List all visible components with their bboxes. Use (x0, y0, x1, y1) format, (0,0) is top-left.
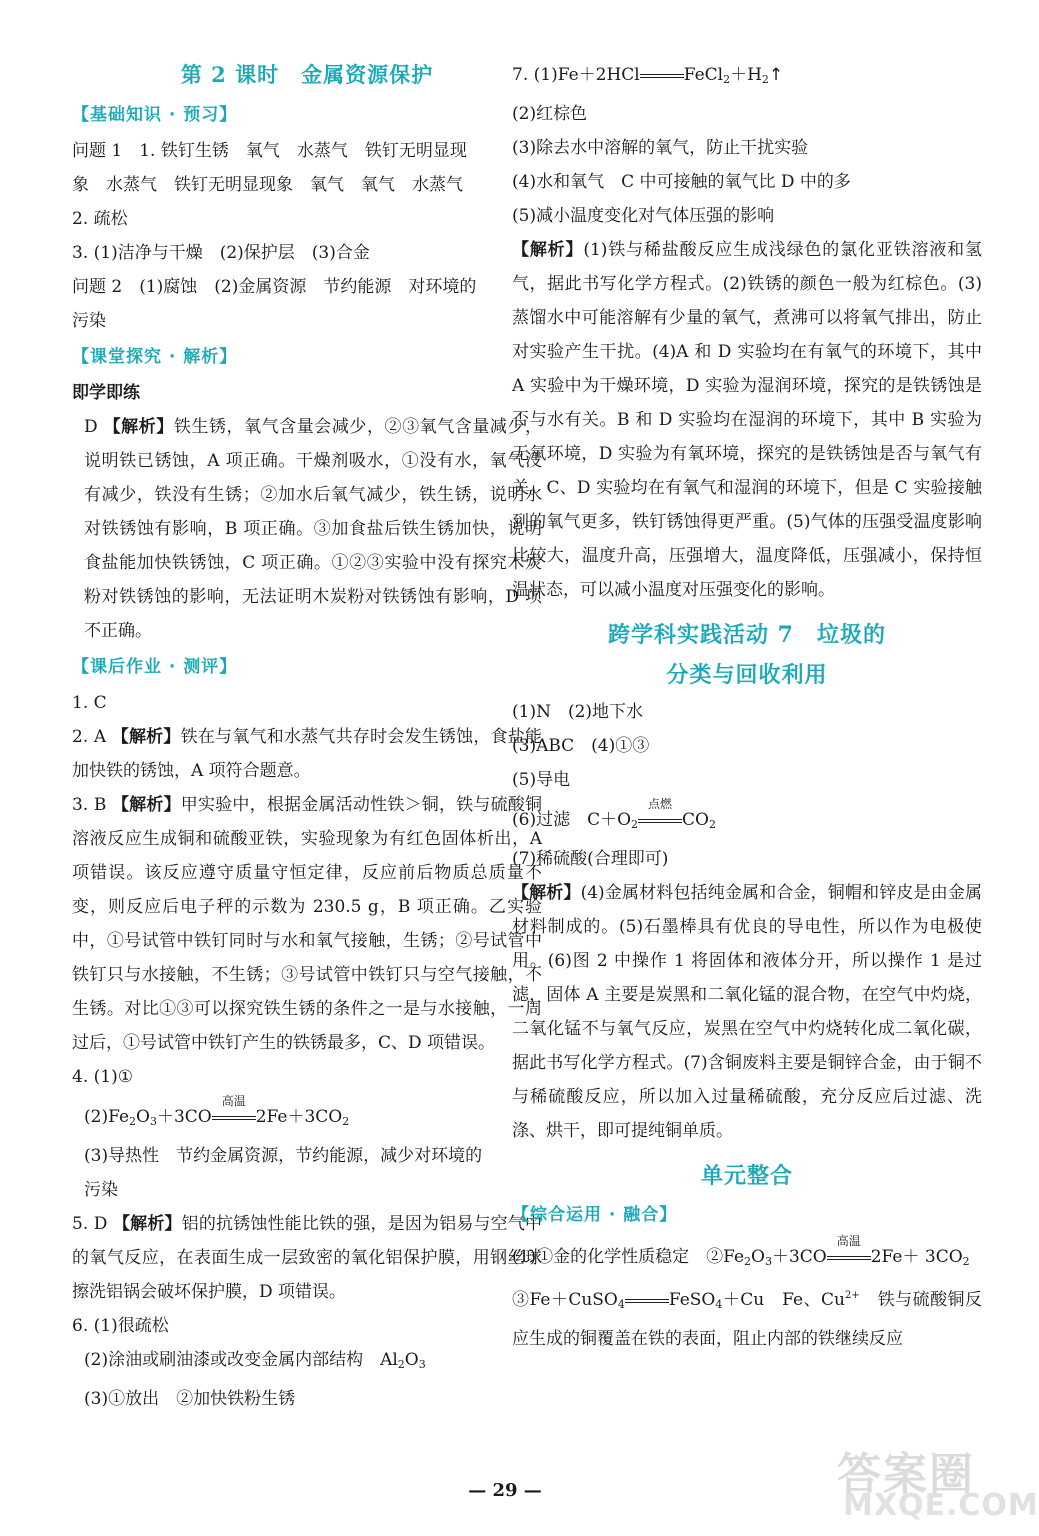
analysis-text: 铁生锈，氧气含量会减少，②③氧气含量减少，说明铁已锈蚀，A 项正确。干燥剂吸水，①没有水，氧气没有减少，铁没有生锈；②加水后氧气减少，铁生锈，说明水对铁锈蚀有影响，B 项正确。③加食盐后铁生锈加快，说明食盐能加快铁锈蚀，C 项正确。①②③实验中没有探究木炭粉对铁锈蚀的影响，无法证明木炭粉对铁锈蚀有影响，D 项不正确。 (84, 417, 543, 641)
jixue-heading: 即学即练 (72, 383, 140, 403)
eq-text: O (136, 1107, 150, 1127)
jixue-answer (72, 410, 542, 648)
reaction-condition: 高温 (221, 1094, 246, 1108)
watermark-text: 答案圈 (837, 1449, 975, 1500)
analysis-label: 【解析】 (113, 1214, 182, 1234)
activity-title-line1: 跨学科实践活动 7 垃圾的 (608, 622, 886, 648)
eq-text: ＋3CO (156, 1107, 212, 1127)
eq-sub: 2 (761, 73, 769, 86)
analysis-text: 铁在与氧气和水蒸气共存时会发生锈蚀，食盐能加快铁的锈蚀，A 项符合题意。 (72, 727, 542, 781)
eq-sub: 3 (418, 1358, 426, 1371)
right-column (512, 58, 987, 1356)
eq-sub: 2 (129, 1115, 137, 1128)
q3: 3. (1)洁净与干燥 (2)保护层 (3)合金 (72, 243, 370, 263)
answer-7-analysis (512, 233, 982, 607)
eq-text: (2)Fe (84, 1107, 130, 1127)
eq-text: 与硫酸铜反应生成的铜覆盖在铁的表面，阻止内部的铁继续反应 (512, 1290, 983, 1349)
analysis-label: 【解析】 (111, 727, 181, 747)
activity-answer-2: (3)ABC (4)①③ (512, 736, 650, 756)
eq-text: FeSO (668, 1290, 716, 1310)
unit-title: 单元整合 (700, 1163, 793, 1189)
activity-answer-4 (512, 797, 982, 842)
analysis-text: 甲实验中，根据金属活动性铁＞铜，铁与硫酸铜溶液反应生成铜和硫酸亚铁，实验现象为有红色固体析出，A 项错误。该反应遵守质量守恒定律，反应前后物质总质量不变，则反应后电子秤的示数为 230.5 g，B 项正确。乙实验中，①号试管中铁钉同时与水和氧气接触，生锈；②号试管中铁钉只与水接触，不生锈；③号试管中铁钉只与空气接触，不生锈。对比①③可以探究铁生锈的条件之一是与水接触，一周过后，①号试管中铁钉产生的铁锈最多，C、D 项错误。 (72, 795, 543, 1053)
answer-2 (72, 720, 542, 788)
reaction-condition: 高温 (836, 1234, 861, 1248)
answer-3 (72, 788, 542, 1060)
reaction-equals (638, 797, 682, 823)
analysis-text: 铝的抗锈蚀性能比铁的强，是因为铝易与空气中的氧气反应，在表面生成一层致密的氧化铝保护膜，用钢丝球擦洗铝锅会破坏保护膜，D 项错误。 (72, 1214, 543, 1302)
eq-text: ③Fe＋CuSO (512, 1247, 987, 1310)
reaction-equals (827, 1234, 871, 1260)
left-column (72, 58, 542, 1416)
answer-4-3-line2: 污染 (84, 1180, 118, 1200)
answer-number: 2. A (72, 727, 107, 747)
reaction-equals (640, 66, 684, 78)
answer-5 (72, 1207, 542, 1309)
watermark-logo (831, 1438, 1039, 1526)
analysis-text: (4)金属材料包括纯金属和合金，铜帽和锌皮是由金属材料制成的。(5)石墨棒具有优良的导电性，所以作为电极使用。(6)图 2 中操作 1 将固体和液体分开，所以操作 1 是过滤，固体 A 主要是炭黑和二氧化锰的混合物，在空气中灼烧，二氧化锰不与氧气反应，炭黑在空气中灼烧转化成二氧化碳，据此书写化学方程式。(7)含铜废料主要是铜锌合金，由于铜不与稀硫酸反应，所以加入过量稀硫酸，充分反应后过滤、洗涤、烘干，即可提纯铜单质。 (512, 883, 982, 1141)
eq-sub: 3 (149, 1115, 157, 1128)
analysis-label: 【解析】 (111, 795, 181, 815)
eq-sup: 2+ (845, 1290, 860, 1301)
answer-1: 1. C (72, 693, 107, 713)
answer-7-4: (4)水和氧气 C 中可接触的氧气比 D 中的多 (512, 172, 851, 192)
unit-answer-1 (512, 1234, 987, 1356)
eq-text: ＋H (730, 65, 762, 85)
section-tag-basic: 【基础知识 · 预习】 (72, 105, 238, 125)
reaction-equals (625, 1291, 669, 1303)
eq-text: (2)涂油或刷油漆或改变金属内部结构 Al (84, 1350, 398, 1370)
activity-title-line2: 分类与回收利用 (666, 662, 828, 688)
answer-7-3: (3)除去水中溶解的氧气，防止干扰实验 (512, 138, 809, 158)
section-tag-class: 【课堂探究 · 解析】 (72, 347, 238, 367)
activity-analysis (512, 876, 982, 1148)
eq-text: (1)①金的化学性质稳定 ②Fe (512, 1247, 745, 1267)
eq-text: ＋3CO (771, 1247, 827, 1267)
activity-answer-1: (1)N (2)地下水 (512, 702, 644, 722)
reaction-equals (212, 1094, 256, 1120)
eq-text: O (751, 1247, 765, 1267)
section-tag-after: 【课后作业 · 测评】 (72, 657, 238, 677)
analysis-label: 【解析】 (512, 883, 581, 903)
answer-letter: D (84, 417, 98, 437)
gas-arrow-icon: ↑ (768, 65, 784, 85)
eq-text: (6)过滤 C＋O (512, 810, 632, 830)
q4-line1: 问题 2 (1)腐蚀 (2)金属资源 节约能源 对环境的 (72, 277, 477, 297)
eq-sub: 2 (708, 818, 716, 831)
answer-4-3-line1: (3)导热性 节约金属资源，节约能源，减少对环境的 (84, 1146, 483, 1166)
eq-text: 2Fe＋ (870, 1247, 920, 1267)
eq-sub: 3 (764, 1255, 772, 1268)
q2: 2. 疏松 (72, 209, 128, 229)
analysis-text: (1)铁与稀盐酸反应生成浅绿色的氯化亚铁溶液和氢气，据此书写化学方程式。(2)铁锈的颜色一般为红棕色。(3)蒸馏水中可能溶解有少量的氧气，煮沸可以将氧气排出，防止对实验产生干扰。(4)A 和 D 实验均在有氧气的环境下，其中 A 实验中为干燥环境，D 实验为湿润环境，探究的是铁锈蚀是否与水有关。B 和 D 实验均在湿润的环境下，其中 B 实验为无氧环境，D 实验为有氧环境，探究的是铁锈蚀是否与氧气有关。C、D 实验均在有氧气和湿润的环境下，但是 C 实验接触到的氧气更多，铁钉锈蚀得更严重。(5)气体的压强受温度影响比较大，温度升高，压强增大，温度降低，压强减小，保持恒温状态，可以减小温度对压强变化的影响。 (512, 240, 983, 600)
eq-sub: 2 (631, 818, 639, 831)
analysis-label: 【解析】 (512, 240, 584, 260)
answer-number: 3. B (72, 795, 107, 815)
eq-sub: 2 (723, 73, 731, 86)
section-tag-comprehensive: 【综合运用 · 融合】 (512, 1205, 678, 1225)
eq-sub: 2 (397, 1358, 405, 1371)
eq-text: ＋Cu Fe、Cu (722, 1290, 845, 1310)
eq-text: FeCl (683, 65, 724, 85)
eq-sub: 4 (617, 1298, 625, 1311)
eq-text: 2Fe＋3CO (255, 1107, 343, 1127)
answer-6-3: (3)①放出 ②加快铁粉生锈 (84, 1389, 296, 1409)
activity-answer-3: (5)导电 (512, 770, 571, 790)
answer-6-1: 6. (1)很疏松 (72, 1316, 169, 1336)
answer-7-2: (2)红棕色 (512, 104, 588, 124)
lesson-title: 第 2 课时 金属资源保护 (180, 62, 434, 87)
q4-line2: 污染 (72, 311, 106, 331)
watermark-url: MXQE.COM (843, 1488, 1039, 1523)
eq-sub: 4 (715, 1298, 723, 1311)
q1-line2: 象 水蒸气 铁钉无明显现象 氧气 氧气 水蒸气 (72, 175, 463, 195)
analysis-label: 【解析】 (103, 417, 174, 437)
eq-text: 7. (1)Fe＋2HCl (512, 65, 640, 85)
page-number: — 29 — (468, 1480, 542, 1501)
eq-sub: 2 (744, 1255, 752, 1268)
eq-sub: 2 (962, 1255, 970, 1268)
eq-text: CO (682, 810, 709, 830)
eq-sub: 2 (342, 1115, 350, 1128)
answer-4-1: 4. (1)① (72, 1067, 133, 1087)
answer-6-2 (72, 1343, 542, 1382)
eq-text: 3CO (924, 1247, 963, 1267)
answer-7-1 (512, 58, 982, 97)
answer-number: 5. D (72, 1214, 108, 1234)
q1-line1: 问题 1 1. 铁钉生锈 氧气 水蒸气 铁钉无明显现 (72, 141, 467, 161)
eq-text: 铁 (859, 1290, 896, 1310)
answer-7-5: (5)减小温度变化对气体压强的影响 (512, 206, 775, 226)
answer-4-2-equation (72, 1094, 542, 1139)
activity-answer-5: (7)稀硫酸(合理即可) (512, 849, 669, 869)
eq-text: O (404, 1350, 419, 1370)
reaction-condition: 点燃 (648, 797, 673, 811)
